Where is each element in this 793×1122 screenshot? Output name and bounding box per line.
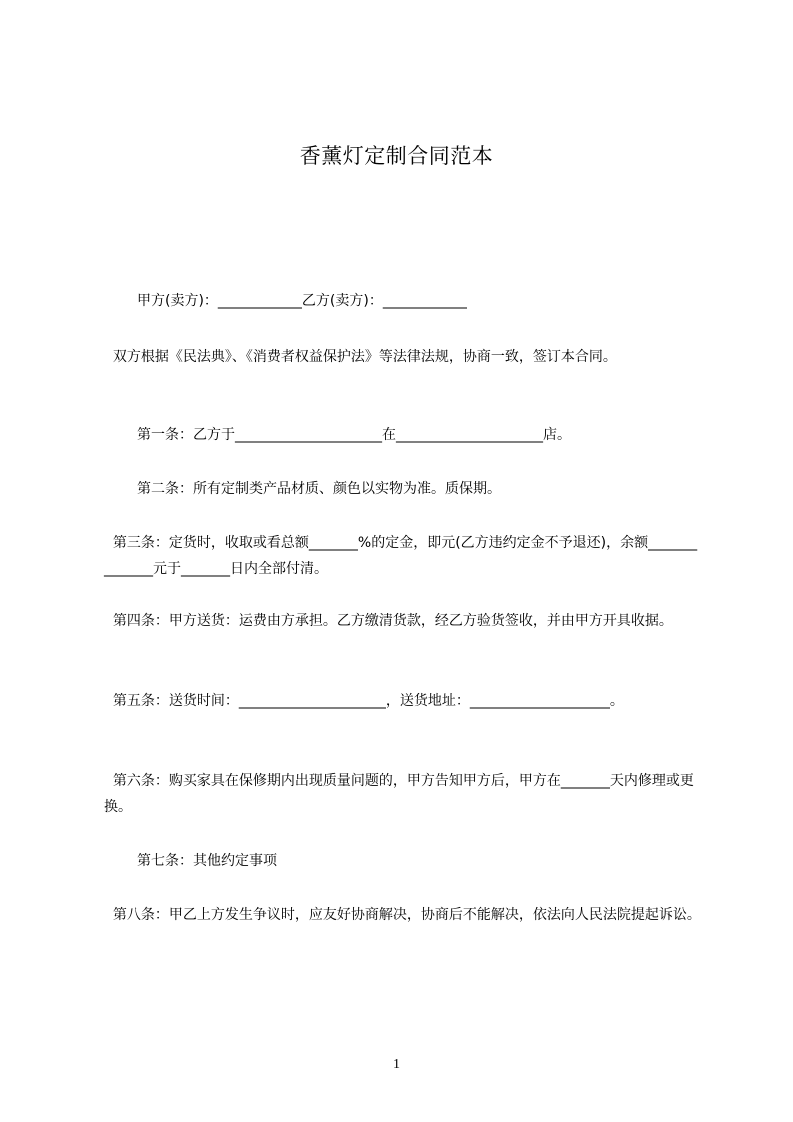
preamble-paragraph: 双方根据《民法典》、《消费者权益保护法》等法律法规，协商一致，签订本合同。 xyxy=(104,349,617,365)
page-number: 1 xyxy=(393,1057,400,1072)
clause-7: 第七条：其他约定事项 xyxy=(137,853,277,869)
party-line: 甲方(卖方)：____________乙方(卖方)：____________ xyxy=(137,293,467,309)
clause-3: 第三条：定货时，收取或看总额_______%的定金，即元(乙方违约定金不予退还)，余额______________元于_______日内全部付清。 xyxy=(104,535,698,577)
clause-2: 第二条：所有定制类产品材质、颜色以实物为准。质保期。 xyxy=(137,481,501,497)
clause-6: 第六条：购买家具在保修期内出现质量问题的，甲方告知甲方后，甲方在_______天内修理或更换。 xyxy=(104,773,694,815)
document-title: 香薰灯定制合同范本 xyxy=(299,144,494,168)
clause-1: 第一条：乙方于_____________________在_____________________店。 xyxy=(137,427,571,443)
clause-8: 第八条：甲乙上方发生争议时，应友好协商解决，协商后不能解决，依法向人民法院提起诉讼。 xyxy=(104,907,701,923)
clause-4: 第四条：甲方送货：运费由方承担。乙方缴清货款，经乙方验货签收，并由甲方开具收据。 xyxy=(104,613,673,629)
clause-5: 第五条：送货时间：_____________________，送货地址：____________________。 xyxy=(104,693,624,709)
